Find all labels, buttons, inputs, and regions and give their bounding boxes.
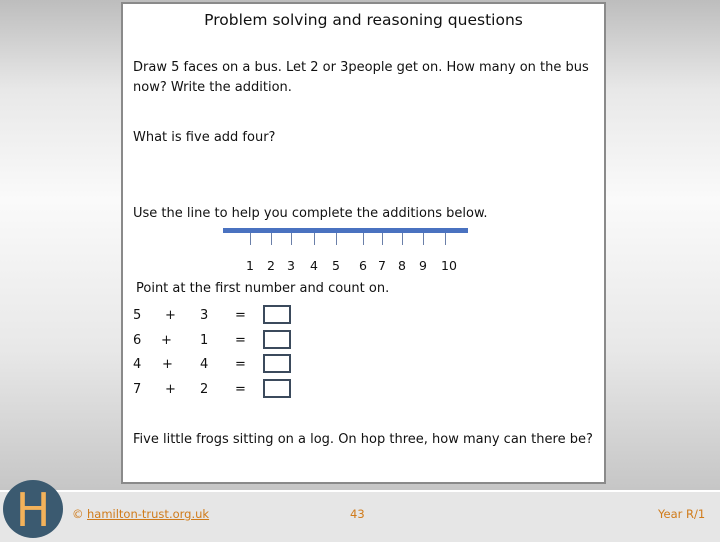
question-1-line-1: Draw 5 faces on a bus. Let 2 or 3people get on. How many on the bus [133, 60, 589, 75]
answer-box[interactable] [263, 379, 291, 398]
sum-eq: = [235, 308, 246, 323]
sum-eq: = [235, 357, 246, 372]
number-line [223, 228, 468, 233]
number-line-label: 5 [332, 258, 340, 273]
sum-eq: = [235, 382, 246, 397]
number-line-label: 3 [287, 258, 295, 273]
sum-b: 4 [200, 357, 209, 372]
number-line-tick [271, 233, 272, 245]
question-2: What is five add four? [133, 130, 276, 145]
number-line-label: 6 [359, 258, 367, 273]
worksheet-card [121, 2, 606, 484]
number-line-label: 10 [441, 258, 457, 273]
number-line-tick [445, 233, 446, 245]
sum-op: + [161, 333, 172, 348]
number-line-label: 7 [378, 258, 386, 273]
year-label: Year R/1 [658, 507, 706, 521]
question-1-line-2: now? Write the addition. [133, 80, 292, 95]
hamilton-logo [3, 480, 63, 538]
answer-box[interactable] [263, 354, 291, 373]
sum-eq: = [235, 333, 246, 348]
number-line-tick [363, 233, 364, 245]
number-line-tick [314, 233, 315, 245]
sum-a: 5 [133, 308, 142, 323]
copyright-symbol: © [72, 507, 84, 521]
number-line-tick [291, 233, 292, 245]
question-4: Five little frogs sitting on a log. On hop three, how many can there be? [133, 432, 593, 447]
sum-op: + [165, 382, 176, 397]
sum-b: 1 [200, 333, 209, 348]
sum-b: 3 [200, 308, 209, 323]
number-line-tick [402, 233, 403, 245]
sum-a: 4 [133, 357, 142, 372]
instruction: Point at the first number and count on. [136, 281, 390, 296]
sum-op: + [165, 308, 176, 323]
number-line-tick [250, 233, 251, 245]
number-line-label: 2 [267, 258, 275, 273]
sum-a: 6 [133, 333, 142, 348]
number-line-label: 9 [419, 258, 427, 273]
logo-letter: H [15, 483, 51, 537]
number-line-tick [423, 233, 424, 245]
page-title: Problem solving and reasoning questions [204, 11, 523, 29]
number-line-tick [336, 233, 337, 245]
answer-box[interactable] [263, 330, 291, 349]
answer-box[interactable] [263, 305, 291, 324]
sum-b: 2 [200, 382, 209, 397]
number-line-tick [382, 233, 383, 245]
page-number: 43 [350, 507, 365, 521]
question-3: Use the line to help you complete the additions below. [133, 206, 488, 221]
sum-op: + [162, 357, 173, 372]
number-line-label: 1 [246, 258, 254, 273]
website-link[interactable]: hamilton-trust.org.uk [87, 507, 210, 521]
number-line-label: 8 [398, 258, 406, 273]
sum-a: 7 [133, 382, 142, 397]
number-line-label: 4 [310, 258, 318, 273]
